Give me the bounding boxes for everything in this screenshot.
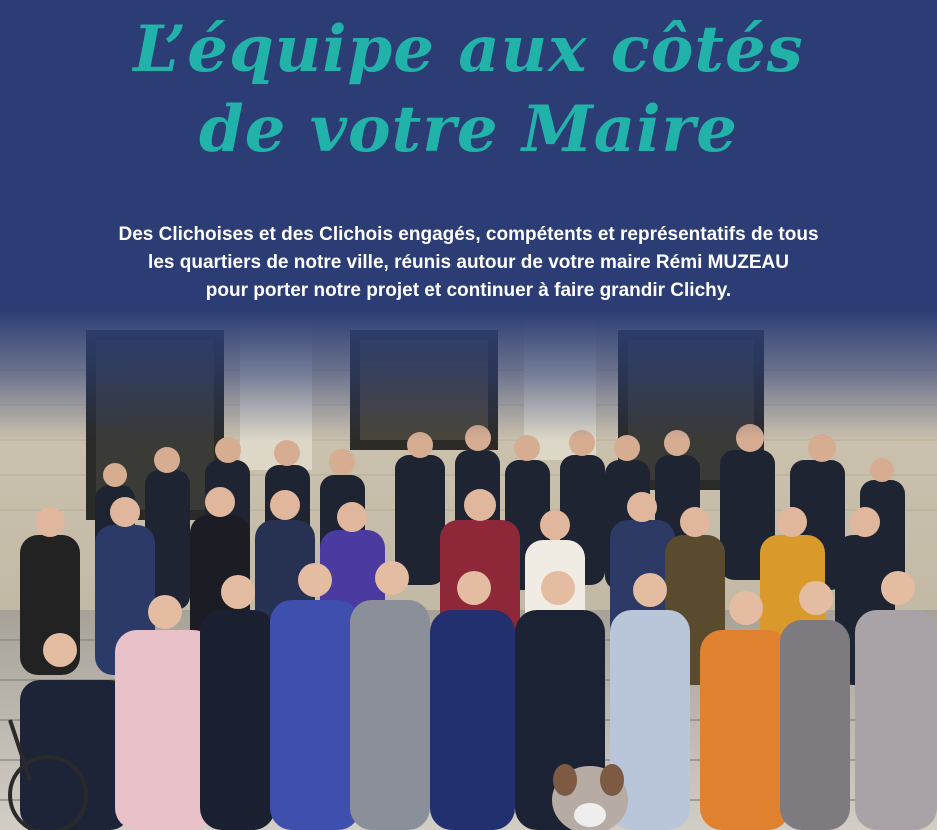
- intro-paragraph: [60, 221, 877, 305]
- page-title-line-1: L’équipe aux côtés: [133, 12, 804, 87]
- intro-line-3: pour porter notre projet et continuer à faire grandir Clichy.: [205, 280, 732, 301]
- intro-line-2: les quartiers de notre ville, réunis autour de votre maire Rémi MUZEAU: [148, 252, 789, 273]
- intro-line-1: Des Clichoises et des Clichois engagés, compétents et représentatifs de tous: [118, 224, 819, 245]
- team-group-photo: [0, 310, 937, 830]
- header-band: [0, 0, 937, 310]
- page-title-line-2: de votre Maire: [199, 92, 738, 167]
